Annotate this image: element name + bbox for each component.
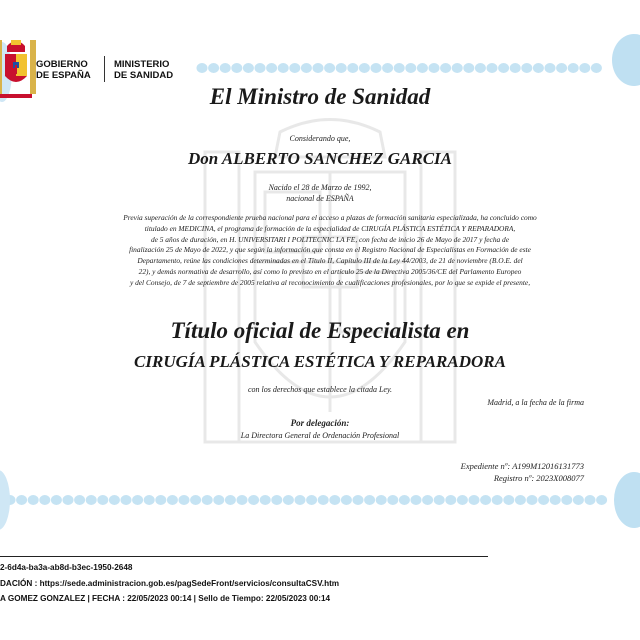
border-dot xyxy=(260,495,271,505)
border-dot xyxy=(353,495,364,505)
validation-url[interactable]: DACIÓN : https://sede.administracion.gob.es/pagSedeFront/servicios/consultaCSV.htm xyxy=(0,578,340,588)
border-dot xyxy=(422,495,433,505)
border-dot xyxy=(515,495,526,505)
border-dot xyxy=(550,495,561,505)
border-dot xyxy=(295,495,306,505)
border-dot xyxy=(237,495,248,505)
border-dot xyxy=(197,63,208,73)
border-dot xyxy=(596,495,607,505)
birth-date: Nacido el 28 de Marzo de 1992, xyxy=(268,183,372,192)
corner-blob-bottom-right xyxy=(614,472,640,528)
border-dot xyxy=(417,63,428,73)
border-dot xyxy=(556,63,567,73)
certificate-title: El Ministro de Sanidad xyxy=(209,84,431,109)
body-line: finalización 25 de Mayo de 2022, y que según la información que consta en el Registro Nacional de Especialistas en Formación de este xyxy=(129,245,531,255)
border-dot xyxy=(434,495,445,505)
border-dot xyxy=(283,495,294,505)
delegation-label: Por delegación: xyxy=(290,418,350,428)
border-dot xyxy=(452,63,463,73)
signatory-title: La Directora General de Ordenación Profesional xyxy=(240,431,400,440)
border-dot xyxy=(411,495,422,505)
border-dot xyxy=(487,63,498,73)
border-dot xyxy=(213,495,224,505)
border-dot xyxy=(225,495,236,505)
government-label xyxy=(36,59,91,81)
government-line-2: DE ESPAÑA xyxy=(36,70,91,81)
border-dot xyxy=(63,495,74,505)
border-dot xyxy=(144,495,155,505)
nationality: nacional de ESPAÑA xyxy=(286,194,354,203)
ministry-line-2: DE SANIDAD xyxy=(114,70,174,81)
border-dot xyxy=(469,495,480,505)
border-dot xyxy=(266,63,277,73)
border-dot xyxy=(498,63,509,73)
certificate-body xyxy=(80,213,580,289)
border-dot xyxy=(289,63,300,73)
expediente-number: Expediente nº: A199M12016131773 xyxy=(460,461,584,471)
csv-code: 2-6d4a-ba3a-ab8d-b3ec-1950-2648 xyxy=(0,563,133,572)
corner-blob-bottom-left xyxy=(0,470,10,530)
border-dot xyxy=(371,63,382,73)
border-dot xyxy=(405,63,416,73)
ministry-label xyxy=(114,59,173,81)
corner-blob-top-right xyxy=(612,34,640,86)
border-dot xyxy=(318,495,329,505)
border-dot xyxy=(86,495,97,505)
border-dot xyxy=(16,495,27,505)
border-dot xyxy=(121,495,132,505)
border-dot xyxy=(220,63,231,73)
border-dot xyxy=(492,495,503,505)
border-dot xyxy=(503,495,514,505)
border-dot xyxy=(561,495,572,505)
holder-name: Don ALBERTO SANCHEZ GARCIA xyxy=(187,149,453,168)
border-dot xyxy=(155,495,166,505)
border-dot xyxy=(568,63,579,73)
border-dot xyxy=(463,63,474,73)
border-dot xyxy=(591,63,602,73)
border-dot xyxy=(387,495,398,505)
border-dot xyxy=(475,63,486,73)
verification-block xyxy=(0,560,339,607)
header-divider xyxy=(104,56,105,82)
border-dot xyxy=(521,63,532,73)
border-dot xyxy=(376,495,387,505)
border-dot xyxy=(394,63,405,73)
border-dot xyxy=(132,495,143,505)
border-dot xyxy=(97,495,108,505)
border-dot xyxy=(306,495,317,505)
signature-info: A GOMEZ GONZALEZ | FECHA : 22/05/2023 00:14 | Sello de Tiempo: 22/05/2023 00:14 xyxy=(0,594,331,603)
border-dot xyxy=(179,495,190,505)
body-line: y del Consejo, de 7 de septiembre de 2005 relativa al reconocimiento de cualificaciones profesionales, por lo que se expide el presente, xyxy=(129,277,531,287)
place-date: Madrid, a la fecha de la firma xyxy=(487,398,584,407)
file-numbers xyxy=(461,460,584,484)
border-dot xyxy=(313,63,324,73)
border-dot xyxy=(382,63,393,73)
border-dot xyxy=(208,63,219,73)
border-dot xyxy=(243,63,254,73)
border-dot xyxy=(278,63,289,73)
border-dot xyxy=(324,63,335,73)
border-dot xyxy=(202,495,213,505)
border-dot xyxy=(248,495,259,505)
border-dot xyxy=(364,495,375,505)
border-dot xyxy=(429,63,440,73)
birth-info xyxy=(0,182,640,204)
border-dot xyxy=(359,63,370,73)
border-dot xyxy=(336,63,347,73)
border-dot xyxy=(74,495,85,505)
border-dot xyxy=(51,495,62,505)
body-line: Departamento, reúne las condiciones determinadas en el Título II, Capítulo III de la Ley 44/2003, de 21 de noviembre (B.O.E. del xyxy=(137,256,523,266)
considering-label: Considerando que, xyxy=(289,134,351,143)
body-line: titulado en MEDICINA, el programa de formación de la especialidad de CIRUGÍA PLÁSTICA ESTÉTICA Y REPARADORA, xyxy=(144,223,516,233)
border-dot xyxy=(445,495,456,505)
border-dot xyxy=(271,495,282,505)
border-dot xyxy=(545,63,556,73)
border-dot xyxy=(255,63,266,73)
border-dot xyxy=(301,63,312,73)
border-dot xyxy=(573,495,584,505)
border-dot xyxy=(190,495,201,505)
body-line: de 5 años de duración, en H. UNIVERSITARI I POLITECNIC LA FE, con fecha de inicio 26 de Mayo de 2017 y fecha de xyxy=(150,234,510,244)
border-dot xyxy=(399,495,410,505)
border-dot xyxy=(457,495,468,505)
border-dot xyxy=(527,495,538,505)
border-dot xyxy=(440,63,451,73)
border-dot xyxy=(28,495,39,505)
border-dot xyxy=(341,495,352,505)
border-dot xyxy=(480,495,491,505)
border-dot xyxy=(109,495,120,505)
government-line-1: GOBIERNO xyxy=(36,59,88,70)
border-dot xyxy=(231,63,242,73)
body-line: 22), y demás normativa de desarrollo, así como lo previsto en el artículo 25 de la Directiva 2005/36/CE del Parlamento Europeo xyxy=(138,266,522,276)
body-line: Previa superación de la correspondiente prueba nacional para el acceso a plazas de formación sanitaria especializada, ha concluido como xyxy=(123,213,537,222)
border-dot xyxy=(538,495,549,505)
border-dot xyxy=(579,63,590,73)
border-dot xyxy=(347,63,358,73)
border-dot xyxy=(510,63,521,73)
verification-divider xyxy=(0,556,488,557)
border-dot xyxy=(329,495,340,505)
specialty-name: CIRUGÍA PLÁSTICA ESTÉTICA Y REPARADORA xyxy=(134,352,506,371)
border-dot xyxy=(533,63,544,73)
border-dot xyxy=(585,495,596,505)
ministry-line-1: MINISTERIO xyxy=(114,59,170,70)
registro-number: Registro nº: 2023X008077 xyxy=(493,473,584,483)
official-title: Título oficial de Especialista en xyxy=(170,318,470,343)
rights-statement: con los derechos que establece la citada Ley. xyxy=(247,385,393,394)
border-dot xyxy=(167,495,178,505)
border-dot xyxy=(39,495,50,505)
